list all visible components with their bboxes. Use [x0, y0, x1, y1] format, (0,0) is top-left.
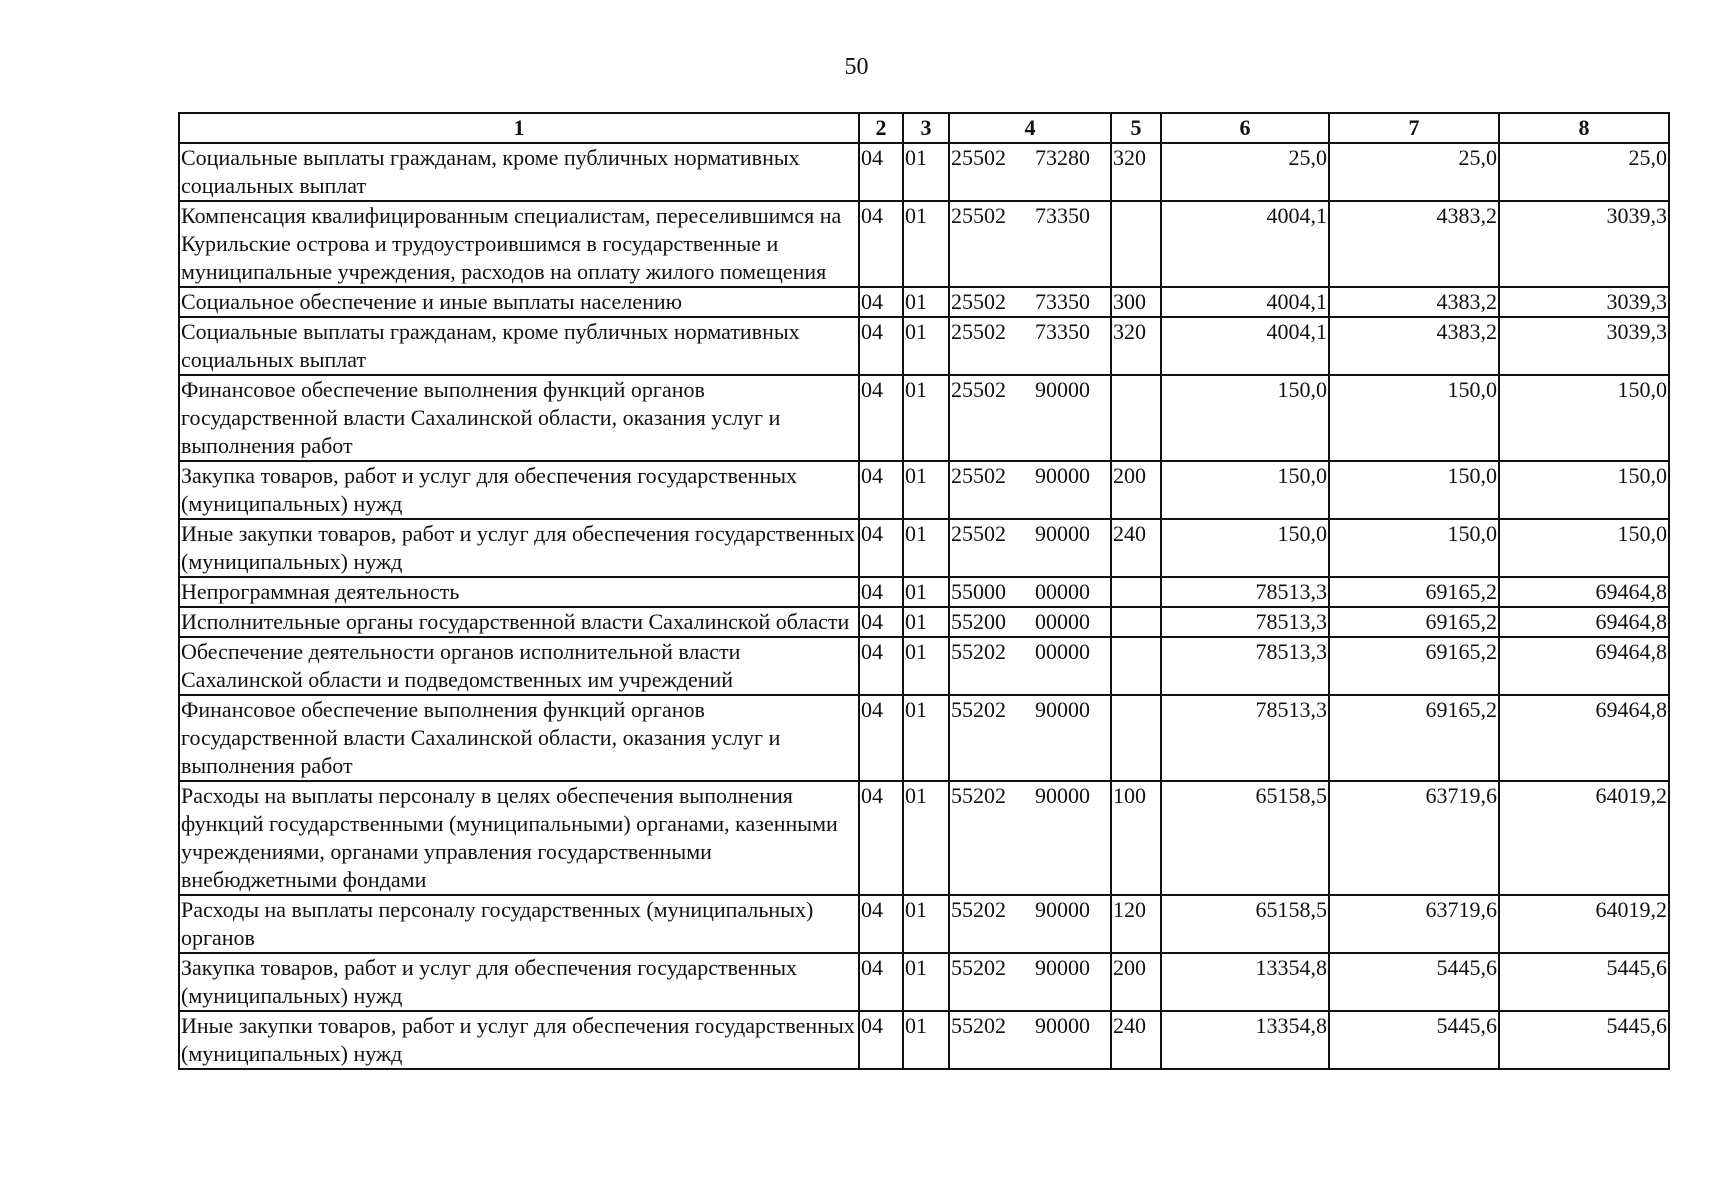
header-cell: 1	[179, 113, 859, 143]
target-article-code-part2: 90000	[1035, 1013, 1090, 1038]
item-name-cell: Непрограммная деятельность	[179, 577, 859, 607]
header-cell: 7	[1329, 113, 1499, 143]
item-name-cell: Финансовое обеспечение выполнения функций органов государственной власти Сахалинской области, оказания услуг и выполнения работ	[179, 695, 859, 781]
table-row	[179, 461, 1669, 519]
target-article-cell	[949, 781, 1111, 895]
target-article-code-part1: 55202	[951, 783, 1006, 808]
amount-col8-cell: 5445,6	[1499, 953, 1669, 1011]
target-article-code-part1: 55202	[951, 697, 1006, 722]
budget-table	[178, 112, 1670, 1070]
subsection-code-cell: 01	[903, 519, 949, 577]
target-article-code-part1: 55202	[951, 1013, 1006, 1038]
amount-col6-cell: 13354,8	[1161, 1011, 1329, 1069]
section-code-cell: 04	[859, 637, 903, 695]
target-article-cell	[949, 201, 1111, 287]
item-name-cell: Закупка товаров, работ и услуг для обеспечения государственных (муниципальных) нужд	[179, 953, 859, 1011]
amount-col8-cell: 150,0	[1499, 461, 1669, 519]
target-article-code-part2: 00000	[1035, 609, 1090, 634]
subsection-code-cell: 01	[903, 375, 949, 461]
amount-col8-cell: 5445,6	[1499, 1011, 1669, 1069]
item-name-cell: Расходы на выплаты персоналу государственных (муниципальных) органов	[179, 895, 859, 953]
amount-col7-cell: 63719,6	[1329, 781, 1499, 895]
expense-type-cell	[1111, 637, 1161, 695]
amount-col6-cell: 4004,1	[1161, 317, 1329, 375]
expense-type-cell	[1111, 607, 1161, 637]
target-article-cell	[949, 895, 1111, 953]
table-row	[179, 317, 1669, 375]
target-article-code-part1: 55000	[951, 579, 1006, 604]
expense-type-cell: 240	[1111, 519, 1161, 577]
amount-col8-cell: 150,0	[1499, 519, 1669, 577]
header-cell: 8	[1499, 113, 1669, 143]
amount-col6-cell: 78513,3	[1161, 577, 1329, 607]
subsection-code-cell: 01	[903, 1011, 949, 1069]
amount-col8-cell: 69464,8	[1499, 637, 1669, 695]
amount-col8-cell: 150,0	[1499, 375, 1669, 461]
target-article-code-part2: 73350	[1035, 203, 1090, 228]
amount-col8-cell: 69464,8	[1499, 577, 1669, 607]
table-row	[179, 287, 1669, 317]
amount-col8-cell: 69464,8	[1499, 607, 1669, 637]
target-article-code-part2: 90000	[1035, 955, 1090, 980]
header-cell: 4	[949, 113, 1111, 143]
header-cell: 3	[903, 113, 949, 143]
item-name-cell: Финансовое обеспечение выполнения функций органов государственной власти Сахалинской области, оказания услуг и выполнения работ	[179, 375, 859, 461]
section-code-cell: 04	[859, 695, 903, 781]
table-row	[179, 781, 1669, 895]
expense-type-cell: 300	[1111, 287, 1161, 317]
expense-type-cell	[1111, 577, 1161, 607]
amount-col6-cell: 78513,3	[1161, 695, 1329, 781]
target-article-code-part1: 25502	[951, 203, 1006, 228]
amount-col7-cell: 69165,2	[1329, 695, 1499, 781]
target-article-code-part1: 25502	[951, 521, 1006, 546]
expense-type-cell: 100	[1111, 781, 1161, 895]
amount-col7-cell: 4383,2	[1329, 287, 1499, 317]
section-code-cell: 04	[859, 1011, 903, 1069]
item-name-cell: Исполнительные органы государственной власти Сахалинской области	[179, 607, 859, 637]
amount-col7-cell: 4383,2	[1329, 317, 1499, 375]
amount-col8-cell: 3039,3	[1499, 317, 1669, 375]
amount-col6-cell: 78513,3	[1161, 637, 1329, 695]
table-row	[179, 637, 1669, 695]
amount-col7-cell: 5445,6	[1329, 953, 1499, 1011]
amount-col7-cell: 69165,2	[1329, 577, 1499, 607]
item-name-cell: Закупка товаров, работ и услуг для обеспечения государственных (муниципальных) нужд	[179, 461, 859, 519]
target-article-code-part2: 90000	[1035, 463, 1090, 488]
target-article-cell	[949, 577, 1111, 607]
subsection-code-cell: 01	[903, 577, 949, 607]
target-article-code-part1: 25502	[951, 319, 1006, 344]
expense-type-cell	[1111, 375, 1161, 461]
target-article-cell	[949, 317, 1111, 375]
target-article-cell	[949, 519, 1111, 577]
target-article-code-part2: 90000	[1035, 377, 1090, 402]
target-article-cell	[949, 695, 1111, 781]
amount-col7-cell: 150,0	[1329, 461, 1499, 519]
header-row	[179, 113, 1669, 143]
table-row	[179, 201, 1669, 287]
amount-col6-cell: 78513,3	[1161, 607, 1329, 637]
target-article-cell	[949, 1011, 1111, 1069]
amount-col8-cell: 25,0	[1499, 143, 1669, 201]
amount-col6-cell: 150,0	[1161, 375, 1329, 461]
page-number: 50	[844, 54, 869, 80]
section-code-cell: 04	[859, 607, 903, 637]
header-cell: 5	[1111, 113, 1161, 143]
table-row	[179, 953, 1669, 1011]
section-code-cell: 04	[859, 375, 903, 461]
amount-col6-cell: 150,0	[1161, 519, 1329, 577]
table-row	[179, 695, 1669, 781]
expense-type-cell: 200	[1111, 953, 1161, 1011]
amount-col7-cell: 150,0	[1329, 375, 1499, 461]
table-body	[179, 143, 1669, 1069]
item-name-cell: Обеспечение деятельности органов исполнительной власти Сахалинской области и подведомственных им учреждений	[179, 637, 859, 695]
amount-col8-cell: 64019,2	[1499, 781, 1669, 895]
item-name-cell: Социальные выплаты гражданам, кроме публичных нормативных социальных выплат	[179, 317, 859, 375]
amount-col7-cell: 4383,2	[1329, 201, 1499, 287]
section-code-cell: 04	[859, 781, 903, 895]
section-code-cell: 04	[859, 317, 903, 375]
section-code-cell: 04	[859, 895, 903, 953]
target-article-cell	[949, 607, 1111, 637]
target-article-cell	[949, 287, 1111, 317]
table-row	[179, 519, 1669, 577]
subsection-code-cell: 01	[903, 895, 949, 953]
amount-col7-cell: 5445,6	[1329, 1011, 1499, 1069]
subsection-code-cell: 01	[903, 637, 949, 695]
target-article-code-part2: 73350	[1035, 319, 1090, 344]
section-code-cell: 04	[859, 287, 903, 317]
target-article-code-part1: 55202	[951, 955, 1006, 980]
table-row	[179, 143, 1669, 201]
amount-col6-cell: 4004,1	[1161, 287, 1329, 317]
amount-col7-cell: 69165,2	[1329, 607, 1499, 637]
amount-col8-cell: 69464,8	[1499, 695, 1669, 781]
item-name-cell: Расходы на выплаты персоналу в целях обеспечения выполнения функций государственными (муниципальными) органами, казенными учреждениями, органами управления государственными внебюджетными фондами	[179, 781, 859, 895]
section-code-cell: 04	[859, 461, 903, 519]
expense-type-cell: 200	[1111, 461, 1161, 519]
expense-type-cell	[1111, 695, 1161, 781]
target-article-code-part2: 90000	[1035, 697, 1090, 722]
table-row	[179, 577, 1669, 607]
subsection-code-cell: 01	[903, 201, 949, 287]
target-article-cell	[949, 375, 1111, 461]
header-cell: 6	[1161, 113, 1329, 143]
section-code-cell: 04	[859, 201, 903, 287]
section-code-cell: 04	[859, 519, 903, 577]
target-article-code-part1: 55202	[951, 897, 1006, 922]
target-article-code-part1: 25502	[951, 463, 1006, 488]
amount-col6-cell: 65158,5	[1161, 781, 1329, 895]
subsection-code-cell: 01	[903, 287, 949, 317]
subsection-code-cell: 01	[903, 695, 949, 781]
table-row	[179, 607, 1669, 637]
subsection-code-cell: 01	[903, 317, 949, 375]
amount-col6-cell: 13354,8	[1161, 953, 1329, 1011]
table-row	[179, 375, 1669, 461]
expense-type-cell: 320	[1111, 143, 1161, 201]
amount-col6-cell: 65158,5	[1161, 895, 1329, 953]
amount-col7-cell: 69165,2	[1329, 637, 1499, 695]
header-cell: 2	[859, 113, 903, 143]
subsection-code-cell: 01	[903, 143, 949, 201]
table-row	[179, 1011, 1669, 1069]
target-article-code-part2: 00000	[1035, 639, 1090, 664]
item-name-cell: Иные закупки товаров, работ и услуг для обеспечения государственных (муниципальных) нужд	[179, 1011, 859, 1069]
section-code-cell: 04	[859, 953, 903, 1011]
target-article-code-part2: 90000	[1035, 783, 1090, 808]
target-article-code-part2: 73280	[1035, 145, 1090, 170]
target-article-code-part2: 00000	[1035, 579, 1090, 604]
table-row	[179, 895, 1669, 953]
amount-col7-cell: 25,0	[1329, 143, 1499, 201]
expense-type-cell: 120	[1111, 895, 1161, 953]
amount-col8-cell: 3039,3	[1499, 201, 1669, 287]
item-name-cell: Социальные выплаты гражданам, кроме публичных нормативных социальных выплат	[179, 143, 859, 201]
amount-col6-cell: 25,0	[1161, 143, 1329, 201]
section-code-cell: 04	[859, 577, 903, 607]
target-article-code-part1: 25502	[951, 377, 1006, 402]
target-article-code-part1: 25502	[951, 289, 1006, 314]
amount-col6-cell: 150,0	[1161, 461, 1329, 519]
target-article-code-part1: 25502	[951, 145, 1006, 170]
target-article-cell	[949, 461, 1111, 519]
amount-col8-cell: 3039,3	[1499, 287, 1669, 317]
expense-type-cell: 240	[1111, 1011, 1161, 1069]
subsection-code-cell: 01	[903, 607, 949, 637]
expense-type-cell	[1111, 201, 1161, 287]
target-article-code-part2: 90000	[1035, 521, 1090, 546]
amount-col6-cell: 4004,1	[1161, 201, 1329, 287]
amount-col8-cell: 64019,2	[1499, 895, 1669, 953]
item-name-cell: Компенсация квалифицированным специалистам, переселившимся на Курильские острова и трудоустроившимся в государственные и муниципальные учреждения, расходов на оплату жилого помещения	[179, 201, 859, 287]
target-article-cell	[949, 143, 1111, 201]
amount-col7-cell: 150,0	[1329, 519, 1499, 577]
target-article-code-part1: 55200	[951, 609, 1006, 634]
expense-type-cell: 320	[1111, 317, 1161, 375]
subsection-code-cell: 01	[903, 781, 949, 895]
target-article-cell	[949, 637, 1111, 695]
target-article-cell	[949, 953, 1111, 1011]
section-code-cell: 04	[859, 143, 903, 201]
target-article-code-part2: 73350	[1035, 289, 1090, 314]
target-article-code-part1: 55202	[951, 639, 1006, 664]
target-article-code-part2: 90000	[1035, 897, 1090, 922]
subsection-code-cell: 01	[903, 953, 949, 1011]
item-name-cell: Социальное обеспечение и иные выплаты населению	[179, 287, 859, 317]
item-name-cell: Иные закупки товаров, работ и услуг для обеспечения государственных (муниципальных) нужд	[179, 519, 859, 577]
amount-col7-cell: 63719,6	[1329, 895, 1499, 953]
subsection-code-cell: 01	[903, 461, 949, 519]
